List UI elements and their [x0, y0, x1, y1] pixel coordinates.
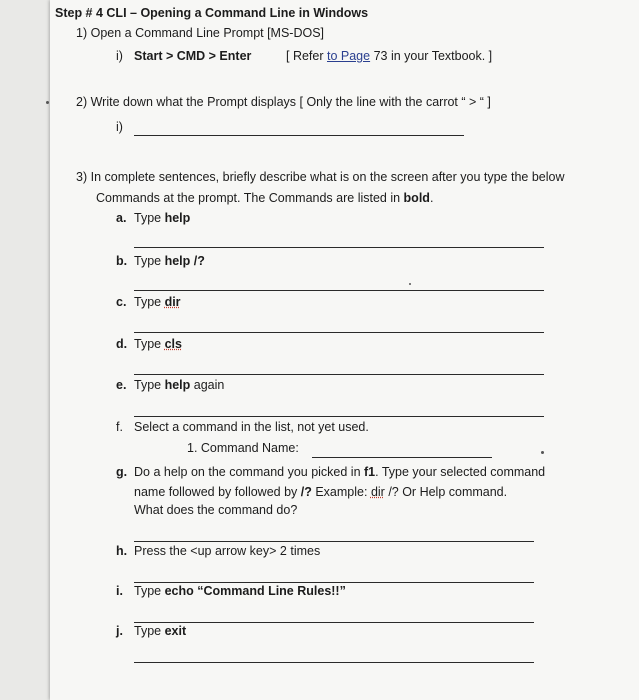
item-g-line2: name followed by followed by /? Example: dir /? Or Help command.	[134, 485, 508, 499]
item-d-text: Type cls	[134, 337, 182, 351]
item-j-marker: j.	[116, 624, 123, 638]
answer-line-j[interactable]	[134, 662, 534, 663]
answer-line-g[interactable]	[134, 541, 534, 542]
question-1-path: Start > CMD > Enter	[134, 49, 252, 63]
question-3-number: 3)	[76, 170, 88, 184]
item-h-text: Press the <up arrow key> 2 times	[134, 544, 321, 558]
item-f-marker: f.	[116, 420, 123, 434]
question-2-text: Write down what the Prompt displays [ Only the line with the carrot “ > “ ]	[90, 95, 491, 109]
item-e-marker: e.	[116, 378, 127, 392]
answer-line-i[interactable]	[134, 622, 534, 623]
answer-line-e[interactable]	[134, 416, 544, 417]
item-e-text: Type help again	[134, 378, 225, 392]
item-c-text: Type dir	[134, 295, 181, 309]
item-f-command-name-label: 1. Command Name:	[187, 441, 299, 455]
page-title: Step # 4 CLI – Opening a Command Line in Windows	[55, 6, 369, 20]
textbook-page-link[interactable]: to Page	[327, 49, 371, 63]
item-c-marker: c.	[116, 295, 127, 309]
item-f-text: Select a command in the list, not yet used.	[134, 420, 369, 434]
item-a-text: Type help	[134, 211, 191, 225]
item-g-line3: What does the command do?	[134, 503, 298, 517]
item-i-text: Type echo “Command Line Rules!!”	[134, 584, 346, 598]
question-2	[76, 95, 491, 110]
answer-line-f1[interactable]	[312, 457, 492, 458]
question-2-number: 2)	[76, 95, 88, 109]
question-1-text: Open a Command Line Prompt [MS-DOS]	[90, 26, 325, 40]
margin-dot	[46, 101, 49, 104]
item-b-marker: b.	[116, 254, 128, 268]
answer-line-d[interactable]	[134, 374, 544, 375]
question-3	[76, 170, 564, 185]
item-d-marker: d.	[116, 337, 128, 351]
answer-line-h[interactable]	[134, 582, 534, 583]
worksheet-page	[50, 0, 639, 700]
question-1-reference: [ Refer to Page 73 in your Textbook. ]	[286, 49, 493, 63]
question-1	[76, 26, 324, 41]
question-2-sub-marker: i)	[116, 120, 123, 134]
answer-line-b[interactable]	[134, 290, 544, 291]
question-3-line1: In complete sentences, briefly describe what is on the screen after you type the below	[90, 170, 565, 184]
stray-dot	[409, 283, 411, 285]
item-j-text: Type exit	[134, 624, 187, 638]
stray-dot	[541, 451, 544, 454]
item-i-marker: i.	[116, 584, 123, 598]
item-g-line1: Do a help on the command you picked in f1. Type your selected command	[134, 465, 546, 479]
answer-line-a[interactable]	[134, 247, 544, 248]
item-g-marker: g.	[116, 465, 128, 479]
answer-line-c[interactable]	[134, 332, 544, 333]
question-3-line2: Commands at the prompt. The Commands are listed in bold.	[96, 191, 434, 205]
question-1-sub-marker: i)	[116, 49, 123, 63]
item-a-marker: a.	[116, 211, 127, 225]
item-h-marker: h.	[116, 544, 128, 558]
item-b-text: Type help /?	[134, 254, 205, 268]
question-1-number: 1)	[76, 26, 88, 40]
answer-line-2i[interactable]	[134, 135, 464, 136]
